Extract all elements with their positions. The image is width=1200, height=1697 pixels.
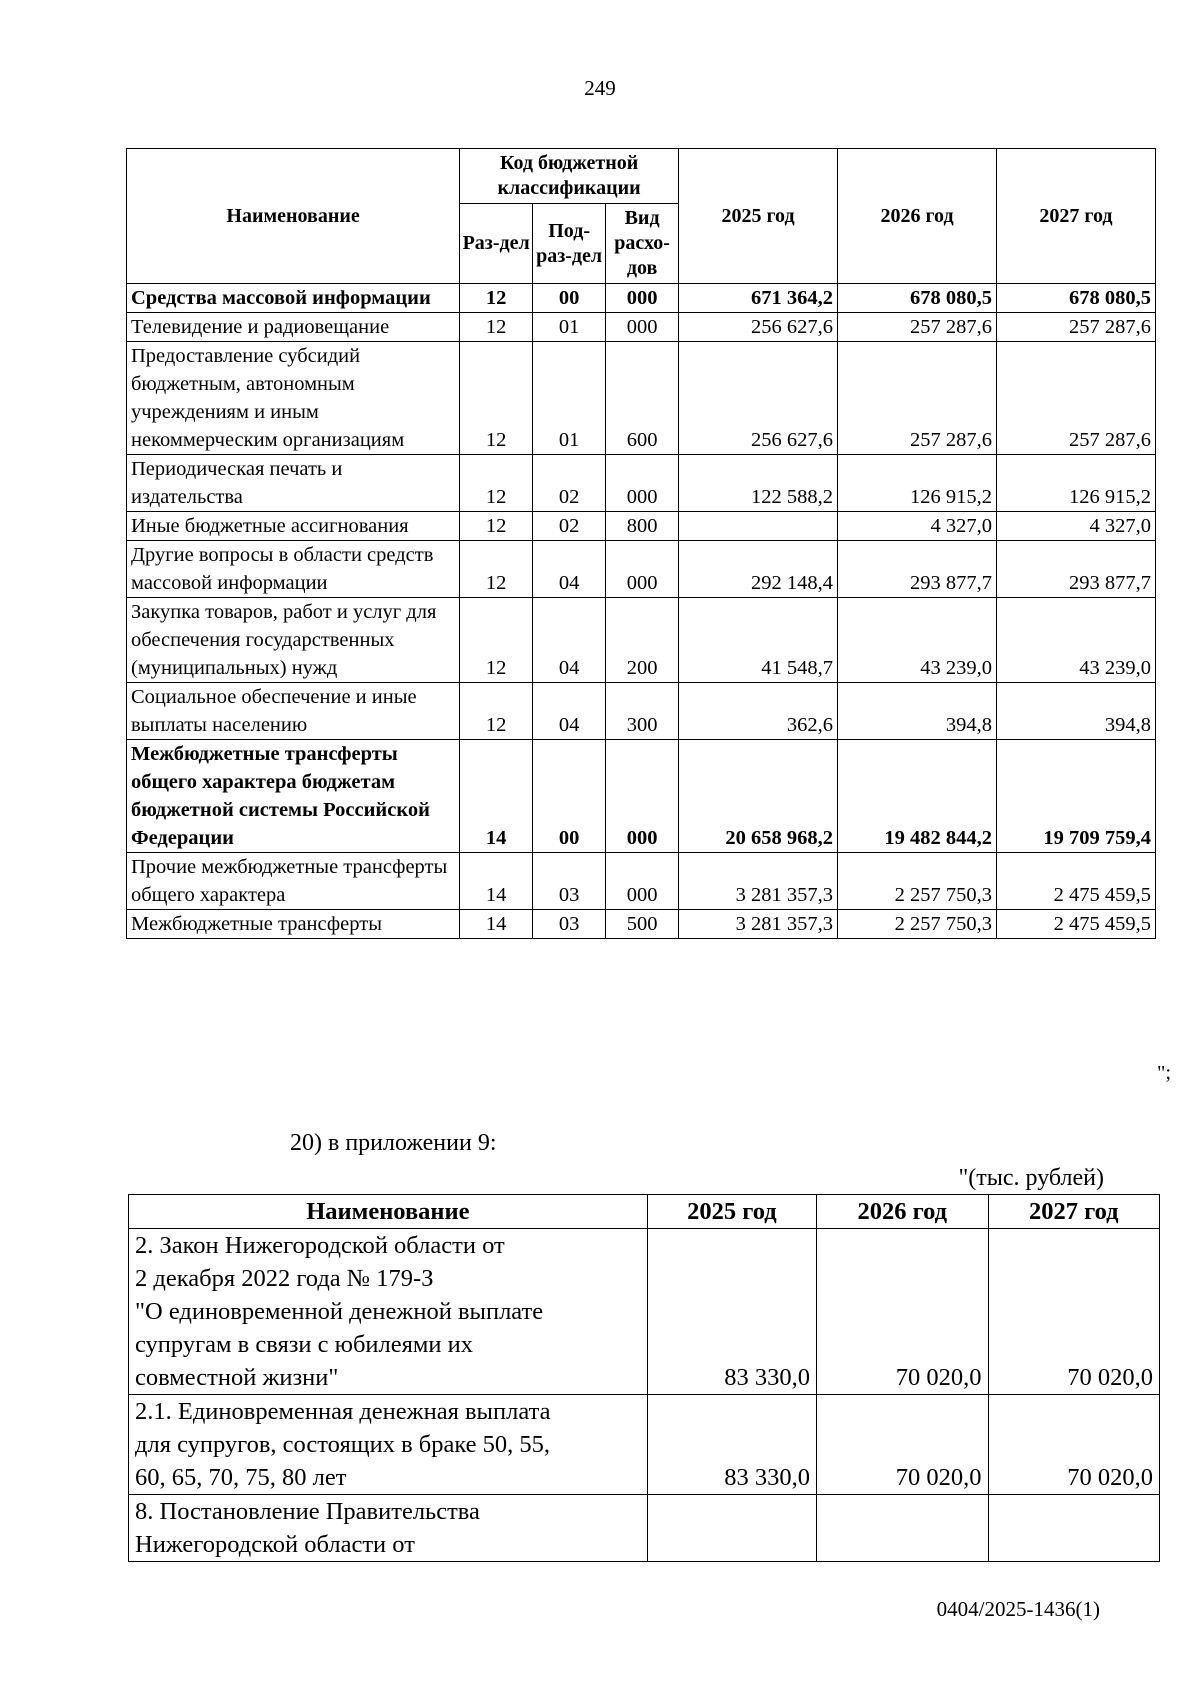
table-row [127,284,1156,313]
row-razdel: 14 [460,740,533,853]
row-2025: 20 658 968,2 [679,740,838,853]
row-2027: 394,8 [996,683,1155,740]
row-podrazdel: 02 [533,455,606,512]
row-2025: 41 548,7 [679,598,838,683]
document-code: 0404/2025-1436(1) [936,1597,1100,1621]
col-header-2026: 2026 год [838,149,997,284]
row-2026: 19 482 844,2 [838,740,997,853]
row-podrazdel: 04 [533,683,606,740]
row-vid: 000 [606,853,679,910]
row-razdel: 12 [460,683,533,740]
row-razdel: 14 [460,910,533,939]
row-2026: 2 257 750,3 [838,910,997,939]
row-2026: 257 287,6 [838,313,997,342]
row-2027: 257 287,6 [996,313,1155,342]
col-header-razdel: Раз-дел [460,204,533,284]
row-2026 [817,1495,988,1562]
row-name: Средства массовой информации [127,284,460,313]
row-name: Периодическая печать и издательства [127,455,460,512]
row-vid: 200 [606,598,679,683]
row-razdel: 12 [460,541,533,598]
row-2025: 256 627,6 [679,342,838,455]
table-row [127,910,1156,939]
col-header-2027: 2027 год [996,149,1155,284]
row-name: Другие вопросы в области средств массовой информации [127,541,460,598]
appendix-9-table [128,1194,1160,1562]
row-name-line: 8. Постановление Правительства [135,1498,480,1525]
table-header-row [127,149,1156,204]
row-razdel: 12 [460,284,533,313]
row-2025: 362,6 [679,683,838,740]
row-name: Прочие межбюджетные трансферты общего характера [127,853,460,910]
row-razdel: 12 [460,342,533,455]
table-row [127,342,1156,455]
col-header-code-group: Код бюджетной классификации [460,149,679,204]
table-row [127,313,1156,342]
row-vid: 800 [606,512,679,541]
row-name-line: совместной жизни" [135,1364,339,1391]
row-vid: 000 [606,455,679,512]
row-name [129,1395,648,1495]
row-podrazdel: 04 [533,598,606,683]
row-2025: 671 364,2 [679,284,838,313]
table-row [127,541,1156,598]
page-number: 249 [584,76,616,100]
row-2025: 3 281 357,3 [679,910,838,939]
row-2026: 70 020,0 [817,1229,988,1395]
row-2025 [647,1495,816,1562]
row-name: Межбюджетные трансферты общего характера бюджетам бюджетной системы Российской Федерации [127,740,460,853]
col-header-name: Наименование [129,1195,648,1229]
row-name: Телевидение и радиовещание [127,313,460,342]
row-2027: 257 287,6 [996,342,1155,455]
col-header-name: Наименование [127,149,460,284]
row-vid: 000 [606,313,679,342]
row-podrazdel: 00 [533,740,606,853]
row-2027: 126 915,2 [996,455,1155,512]
row-2026: 70 020,0 [817,1395,988,1495]
row-vid: 600 [606,342,679,455]
row-podrazdel: 01 [533,313,606,342]
table-row [127,683,1156,740]
row-2027: 2 475 459,5 [996,853,1155,910]
row-2025 [679,512,838,541]
row-vid: 300 [606,683,679,740]
row-vid: 000 [606,541,679,598]
row-2025: 83 330,0 [647,1229,816,1395]
row-name: Закупка товаров, работ и услуг для обеспечения государственных (муниципальных) нужд [127,598,460,683]
table-row [129,1495,1160,1562]
row-name: Предоставление субсидий бюджетным, автономным учреждениям и иным некоммерческим организациям [127,342,460,455]
row-podrazdel: 01 [533,342,606,455]
row-2027: 293 877,7 [996,541,1155,598]
row-name [129,1495,648,1562]
row-name-line: 2. Закон Нижегородской области от [135,1232,505,1259]
table-body [129,1229,1160,1562]
row-2026: 43 239,0 [838,598,997,683]
row-2027 [988,1495,1159,1562]
row-2025: 3 281 357,3 [679,853,838,910]
budget-table-section-12-14 [126,148,1156,939]
row-2026: 126 915,2 [838,455,997,512]
row-2026: 678 080,5 [838,284,997,313]
row-2027: 2 475 459,5 [996,910,1155,939]
table-row [129,1395,1160,1495]
row-2027: 4 327,0 [996,512,1155,541]
row-2027: 43 239,0 [996,598,1155,683]
table-row [127,455,1156,512]
row-2026: 4 327,0 [838,512,997,541]
row-2026: 394,8 [838,683,997,740]
row-name-line: 2 декабря 2022 года № 179-З [135,1265,434,1292]
row-name-line: Нижегородской области от [135,1531,415,1558]
row-vid: 000 [606,284,679,313]
row-podrazdel: 03 [533,853,606,910]
row-razdel: 12 [460,313,533,342]
row-name-line: супругам в связи с юбилеями их [135,1331,473,1358]
col-header-2025: 2025 год [679,149,838,284]
row-razdel: 12 [460,455,533,512]
row-razdel: 14 [460,853,533,910]
row-2026: 293 877,7 [838,541,997,598]
row-2027: 70 020,0 [988,1395,1159,1495]
col-header-vid: Вид расхо-дов [606,204,679,284]
row-2025: 83 330,0 [647,1395,816,1495]
table-row [129,1229,1160,1395]
row-name [129,1229,648,1395]
table-row [127,512,1156,541]
section-heading: 20) в приложении 9: [290,1130,497,1156]
row-2027: 678 080,5 [996,284,1155,313]
table-body [127,284,1156,939]
row-2025: 292 148,4 [679,541,838,598]
row-vid: 000 [606,740,679,853]
row-name: Социальное обеспечение и иные выплаты населению [127,683,460,740]
row-2027: 70 020,0 [988,1229,1159,1395]
row-podrazdel: 02 [533,512,606,541]
row-name-line: 60, 65, 70, 75, 80 лет [135,1464,347,1491]
row-2025: 256 627,6 [679,313,838,342]
row-name: Иные бюджетные ассигнования [127,512,460,541]
row-2026: 2 257 750,3 [838,853,997,910]
row-name-line: для супругов, состоящих в браке 50, 55, [135,1431,551,1458]
row-2026: 257 287,6 [838,342,997,455]
row-2027: 19 709 759,4 [996,740,1155,853]
table-row [127,853,1156,910]
closing-quote-mark: "; [1157,1062,1172,1084]
table-row [127,740,1156,853]
row-podrazdel: 04 [533,541,606,598]
row-name: Межбюджетные трансферты [127,910,460,939]
col-header-podrazdel: Под-раз-дел [533,204,606,284]
col-header-2025: 2025 год [647,1195,816,1229]
row-2025: 122 588,2 [679,455,838,512]
table-header-row [129,1195,1160,1229]
col-header-2026: 2026 год [817,1195,988,1229]
table-row [127,598,1156,683]
row-vid: 500 [606,910,679,939]
row-razdel: 12 [460,598,533,683]
row-podrazdel: 00 [533,284,606,313]
row-name-line: "О единовременной денежной выплате [135,1298,544,1325]
row-name-line: 2.1. Единовременная денежная выплата [135,1398,551,1425]
unit-note: "(тыс. рублей) [958,1165,1104,1191]
row-razdel: 12 [460,512,533,541]
col-header-2027: 2027 год [988,1195,1159,1229]
row-podrazdel: 03 [533,910,606,939]
